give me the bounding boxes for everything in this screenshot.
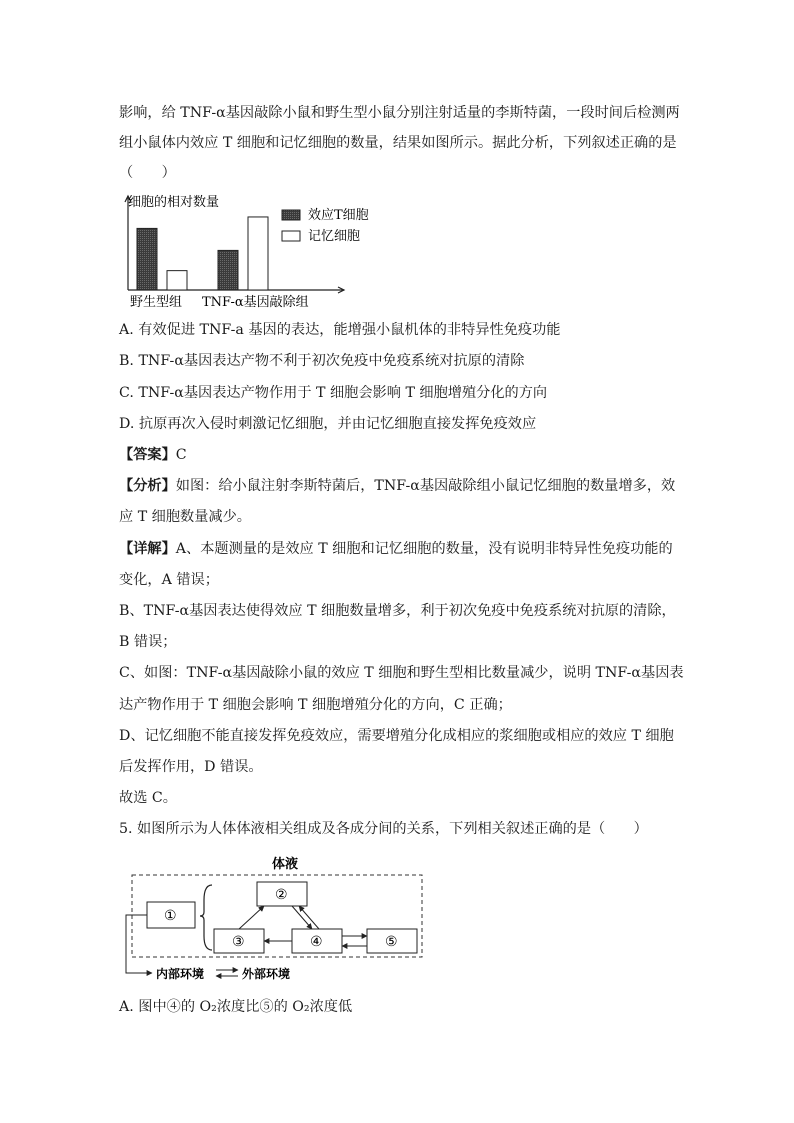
bar-effector-t-cell-wild-type (137, 228, 157, 290)
legend-label-memory-cell: 记忆细胞 (308, 229, 361, 244)
answer-tag: 【答案】 (119, 447, 176, 463)
body-fluid-diagram (112, 850, 432, 985)
diagram-title: 体液 (272, 857, 299, 872)
legend-swatch-memory-cell (282, 231, 300, 241)
q4-detail-line-1 (119, 540, 673, 558)
q5-stem: 5. 如图所示为人体体液相关组成及各成分间的关系，下列相关叙述正确的是（ ） (119, 821, 648, 837)
q4-detail-line-2: 变化，A 错误； (119, 572, 219, 588)
q4-analysis-line-1 (119, 477, 675, 495)
chart-category-wild-type: 野生型组 (130, 295, 183, 310)
chart-y-axis-label: 细胞的相对数量 (128, 195, 220, 210)
diagram-brace (200, 885, 212, 950)
legend-label-effector-t-cell: 效应T细胞 (308, 208, 369, 223)
label-external-environment: 外部环境 (242, 967, 291, 981)
legend-swatch-effector-t-cell (282, 210, 300, 220)
bar-memory-cell-wild-type (167, 271, 187, 290)
q4-detail-line-9: 故选 C。 (119, 790, 177, 806)
q4-option-a: A. 有效促进 TNF-a 基因的表达，能增强小鼠机体的非特异性免疫功能 (119, 322, 561, 338)
chart-legend (282, 207, 369, 244)
bar-chart (112, 188, 369, 312)
bar-memory-cell-knockout (248, 217, 268, 290)
answer-value: C (175, 447, 187, 463)
arrow-3-to-2 (239, 906, 264, 929)
q4-detail-line-5: C、如图：TNF-α基因敲除小鼠的效应 T 细胞和野生型相比数量减少，说明 TNF-α基因表 (119, 665, 684, 681)
node-5-label: ⑤ (385, 934, 398, 950)
chart-bars (137, 217, 268, 290)
q4-stem-line-1: 影响，给 TNF-α基因敲除小鼠和野生型小鼠分别注射适量的李斯特菌，一段时间后检测两 (119, 105, 680, 121)
chart-category-knockout: TNF-α基因敲除组 (202, 295, 309, 310)
q4-stem-line-2: 组小鼠体内效应 T 细胞和记忆细胞的数量，结果如图所示。据此分析，下列叙述正确的是 (119, 135, 677, 151)
q4-analysis-line-2: 应 T 细胞数量减少。 (119, 509, 251, 525)
detail-tag: 【详解】 (119, 541, 176, 557)
q4-stem-line-3: （ ） (119, 165, 176, 181)
analysis-tag: 【分析】 (119, 478, 176, 494)
label-internal-environment: 内部环境 (156, 967, 205, 981)
q4-option-d: D. 抗原再次入侵时刺激记忆细胞，并由记忆细胞直接发挥免疫效应 (119, 416, 537, 432)
q4-option-c: C. TNF-α基因表达产物作用于 T 细胞会影响 T 细胞增殖分化的方向 (119, 385, 548, 401)
q4-detail-line-7: D、记忆细胞不能直接发挥免疫效应，需要增殖分化成相应的浆细胞或相应的效应 T 细胞 (119, 728, 674, 744)
node-4-label: ④ (310, 934, 323, 950)
q4-detail-line-6: 达产物作用于 T 细胞会影响 T 细胞增殖分化的方向，C 正确； (119, 697, 512, 713)
node-1-label: ① (164, 908, 177, 924)
q4-detail-line-3: B、TNF-α基因表达使得效应 T 细胞数量增多，利于初次免疫中免疫系统对抗原的清除， (119, 603, 676, 619)
analysis-text-1: 如图：给小鼠注射李斯特菌后，TNF-α基因敲除组小鼠记忆细胞的数量增多，效 (175, 478, 676, 494)
q4-detail-line-4: B 错误； (119, 634, 177, 650)
q4-detail-line-8: 后发挥作用，D 错误。 (119, 759, 263, 775)
bar-effector-t-cell-knockout (218, 250, 238, 290)
node-2-label: ② (275, 887, 288, 903)
q4-option-b: B. TNF-α基因表达产物不利于初次免疫中免疫系统对抗原的清除 (119, 353, 525, 369)
node-3-label: ③ (232, 934, 245, 950)
q5-option-a: A. 图中④的 O₂浓度比⑤的 O₂浓度低 (119, 999, 353, 1015)
q4-answer (119, 446, 187, 464)
detail-text-1: A、本题测量的是效应 T 细胞和记忆细胞的数量，没有说明非特异性免疫功能的 (175, 541, 673, 557)
